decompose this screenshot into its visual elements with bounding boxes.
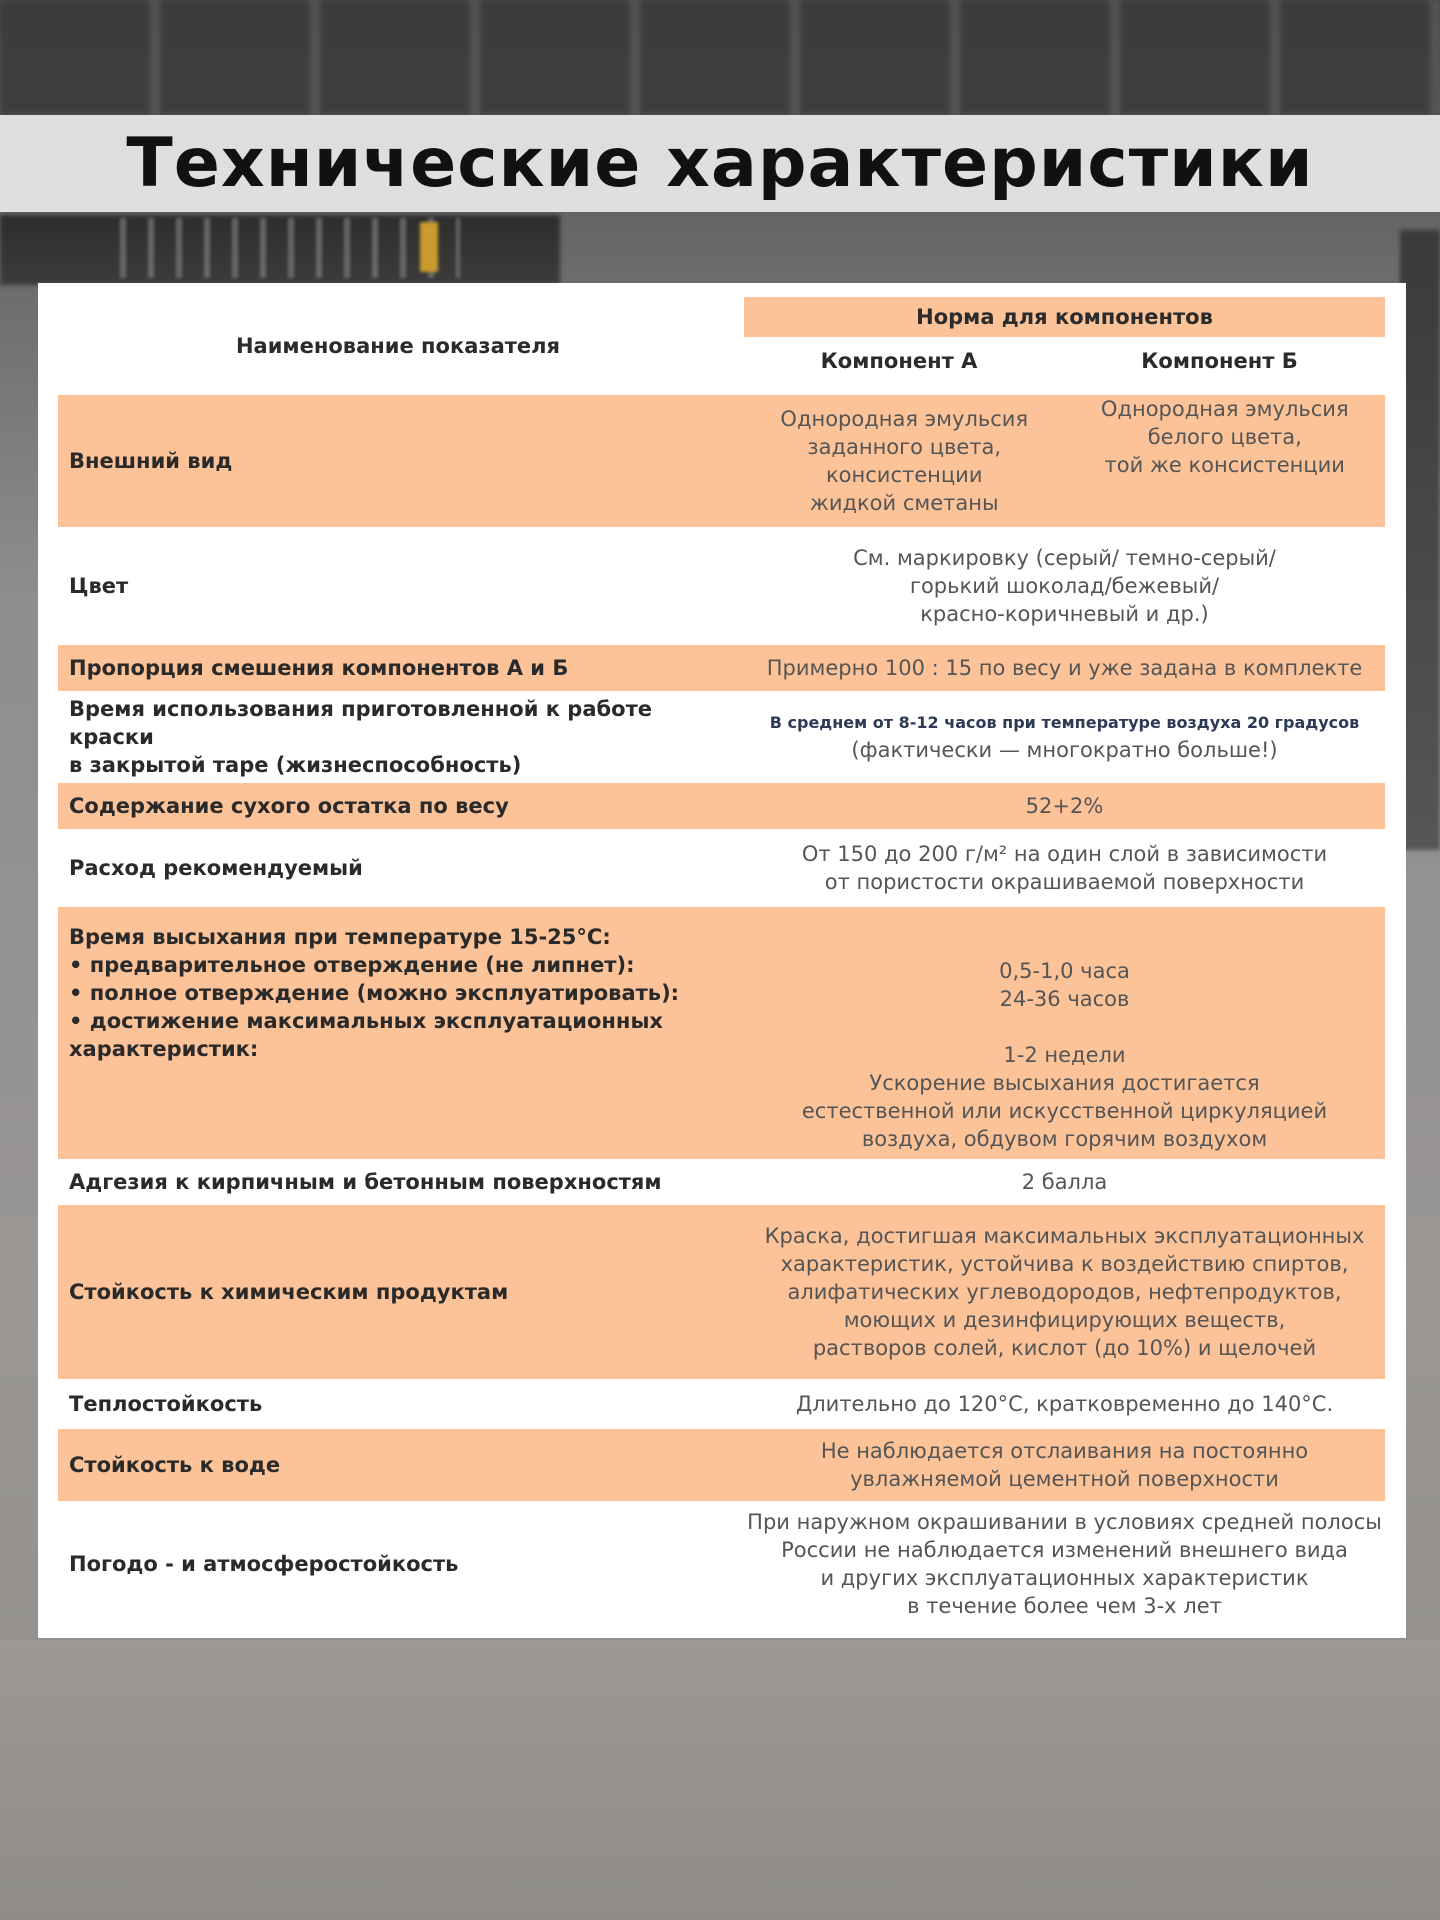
row-label: Цвет xyxy=(69,574,129,598)
row-value: Не наблюдается отслаивания на постоянно увлажняемой цементной поверхности xyxy=(820,1439,1309,1491)
table-row-appearance xyxy=(58,395,1385,527)
table-row-consumption xyxy=(58,829,1385,907)
header-param-label: Наименование показателя xyxy=(235,334,561,358)
table-row-mix-ratio xyxy=(58,645,1385,691)
title-banner xyxy=(0,115,1440,212)
background-floor xyxy=(0,1640,1440,1920)
row-label: Стойкость к химическим продуктам xyxy=(69,1280,509,1304)
row-value: При наружном окрашивании в условиях средней полосы России не наблюдается изменений внешнего вида и других эксплуатационных характеристик в течение более чем 3-х лет xyxy=(747,1510,1382,1618)
drying-value-tack-free: 0,5-1,0 часа xyxy=(999,959,1130,983)
row-value: 2 балла xyxy=(1021,1170,1108,1194)
row-value: См. маркировку (серый/ темно-серый/ горький шоколад/бежевый/ красно-коричневый и др.) xyxy=(853,546,1276,626)
row-label: Стойкость к воде xyxy=(69,1453,281,1477)
table-row-water xyxy=(58,1429,1385,1501)
row-label: Расход рекомендуемый xyxy=(69,856,363,880)
row-label: Теплостойкость xyxy=(69,1392,263,1416)
specs-card xyxy=(38,283,1406,1638)
header-norm-label: Норма для компонентов xyxy=(744,297,1385,337)
pot-life-main: В среднем от 8-12 часов при температуре воздуха 20 градусов xyxy=(769,713,1360,732)
background-tool-accent xyxy=(420,222,438,272)
row-label: Время высыхания при температуре 15-25°С: • предварительное отверждение (не липнет): • полное отверждение (можно эксплуатировать): • достижение максимальных эксплуатационных характеристик: xyxy=(69,925,680,1061)
row-label: Погодо - и атмосферостойкость xyxy=(69,1552,459,1576)
drying-value-full-cure: 24-36 часов xyxy=(999,987,1130,1011)
row-label: Содержание сухого остатка по весу xyxy=(69,794,509,818)
pot-life-note: (фактически — многократно больше!) xyxy=(851,738,1278,762)
table-row-color xyxy=(58,527,1385,645)
row-value: От 150 до 200 г/м² на один слой в зависимости от пористости окрашиваемой поверхности xyxy=(801,842,1328,894)
header-component-b: Компонент Б xyxy=(1141,349,1298,373)
table-row-heat xyxy=(58,1379,1385,1429)
specs-table xyxy=(58,297,1385,1618)
row-value: 52+2% xyxy=(1025,794,1104,818)
drying-note: Ускорение высыхания достигается естественной или искусственной циркуляцией воздуха, обдувом горячим воздухом xyxy=(801,1071,1328,1151)
table-header xyxy=(58,297,1385,395)
table-row-pot-life xyxy=(58,691,1385,783)
row-label: Адгезия к кирпичным и бетонным поверхностям xyxy=(69,1170,662,1194)
background-right-shelf xyxy=(1400,230,1440,850)
drying-value-max: 1-2 недели xyxy=(1003,1043,1126,1067)
row-label: Пропорция смешения компонентов А и Б xyxy=(69,656,569,680)
table-row-adhesion xyxy=(58,1159,1385,1205)
row-value: Длительно до 120°С, кратковременно до 140°С. xyxy=(795,1392,1334,1416)
row-value: Краска, достигшая максимальных эксплуатационных характеристик, устойчива к воздействию спиртов, алифатических углеводородов, нефтепродуктов, моющих и дезинфицирующих веществ, растворов солей, кислот (до 10%) и щелочей xyxy=(764,1224,1365,1360)
value-component-b: Однородная эмульсия белого цвета, той же консистенции xyxy=(1100,397,1349,477)
table-row-chemical xyxy=(58,1205,1385,1379)
row-value xyxy=(744,907,1385,1159)
row-label: Время использования приготовленной к работе краски в закрытой таре (жизнеспособность) xyxy=(69,697,653,777)
row-label: Внешний вид xyxy=(69,449,233,473)
background-windows xyxy=(0,0,1440,115)
header-component-a: Компонент А xyxy=(820,349,978,373)
table-row-drying xyxy=(58,907,1385,1159)
background-tools xyxy=(120,218,460,278)
table-row-dry-residue xyxy=(58,783,1385,829)
page-title: Технические характеристики xyxy=(126,124,1314,203)
value-component-a: Однородная эмульсия заданного цвета, консистенции жидкой сметаны xyxy=(780,407,1029,515)
row-value: Примерно 100 : 15 по весу и уже задана в комплекте xyxy=(766,656,1363,680)
row-value xyxy=(744,395,1385,527)
table-row-weather xyxy=(58,1501,1385,1627)
row-value xyxy=(744,691,1385,783)
